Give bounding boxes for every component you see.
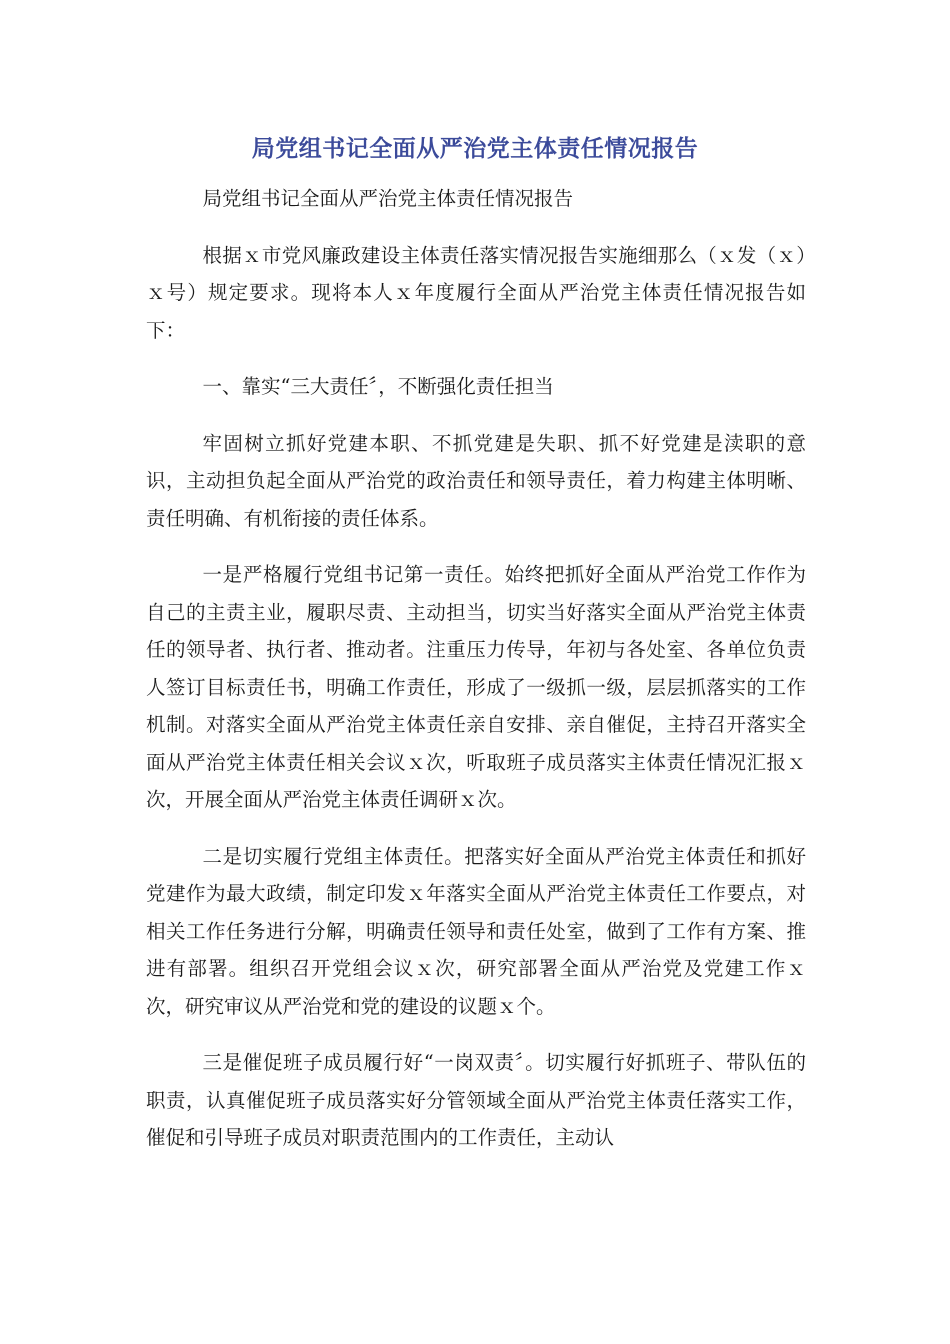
section-heading-1: 一、靠实“三大责任〞，不断强化责任担当 xyxy=(202,375,554,398)
document-title: 局党组书记全面从严治党主体责任情况报告 xyxy=(251,136,699,162)
paragraph: 二是切实履行党组主体责任。把落实好全面从严治党主体责任和抓好党建作为最大政绩，制定印发ｘ年落实全面从严治党主体责任工作要点，对相关工作任务进行分解，明确责任领导和责任处室，做到了工作有方案、推进有部署。组织召开党组会议ｘ次，研究部署全面从严治党及党建工作ｘ次，研究审议从严治党和党的建设的议题ｘ个。 xyxy=(146,844,806,1018)
paragraph: 三是催促班子成员履行好“一岗双责〞。切实履行好抓班子、带队伍的职责，认真催促班子成员落实好分管领域全面从严治党主体责任落实工作，催促和引导班子成员对职责范围内的工作责任，主动认 xyxy=(146,1051,806,1149)
paragraph: 牢固树立抓好党建本职、不抓党建是失职、抓不好党建是渎职的意识，主动担负起全面从严治党的政治责任和领导责任，着力构建主体明晰、责任明确、有机衔接的责任体系。 xyxy=(146,431,806,530)
paragraph-intro: 根据ｘ市党风廉政建设主体责任落实情况报告实施细那么（ｘ发（ｘ）ｘ号）规定要求。现将本人ｘ年度履行全面从严治党主体责任情况报告如下： xyxy=(146,243,806,342)
document-body xyxy=(146,180,806,1176)
paragraph: 一是严格履行党组书记第一责任。始终把抓好全面从严治党工作作为自己的主责主业，履职尽责、主动担当，切实当好落实全面从严治党主体责任的领导者、执行者、推动者。注重压力传导，年初与各处室、各单位负责人签订目标责任书，明确工作责任，形成了一级抓一级，层层抓落实的工作机制。对落实全面从严治党主体责任亲自安排、亲自催促，主持召开落实全面从严治党主体责任相关会议ｘ次，听取班子成员落实主体责任情况汇报ｘ次，开展全面从严治党主体责任调研ｘ次。 xyxy=(146,563,806,811)
paragraph-subtitle: 局党组书记全面从严治党主体责任情况报告 xyxy=(202,187,574,210)
